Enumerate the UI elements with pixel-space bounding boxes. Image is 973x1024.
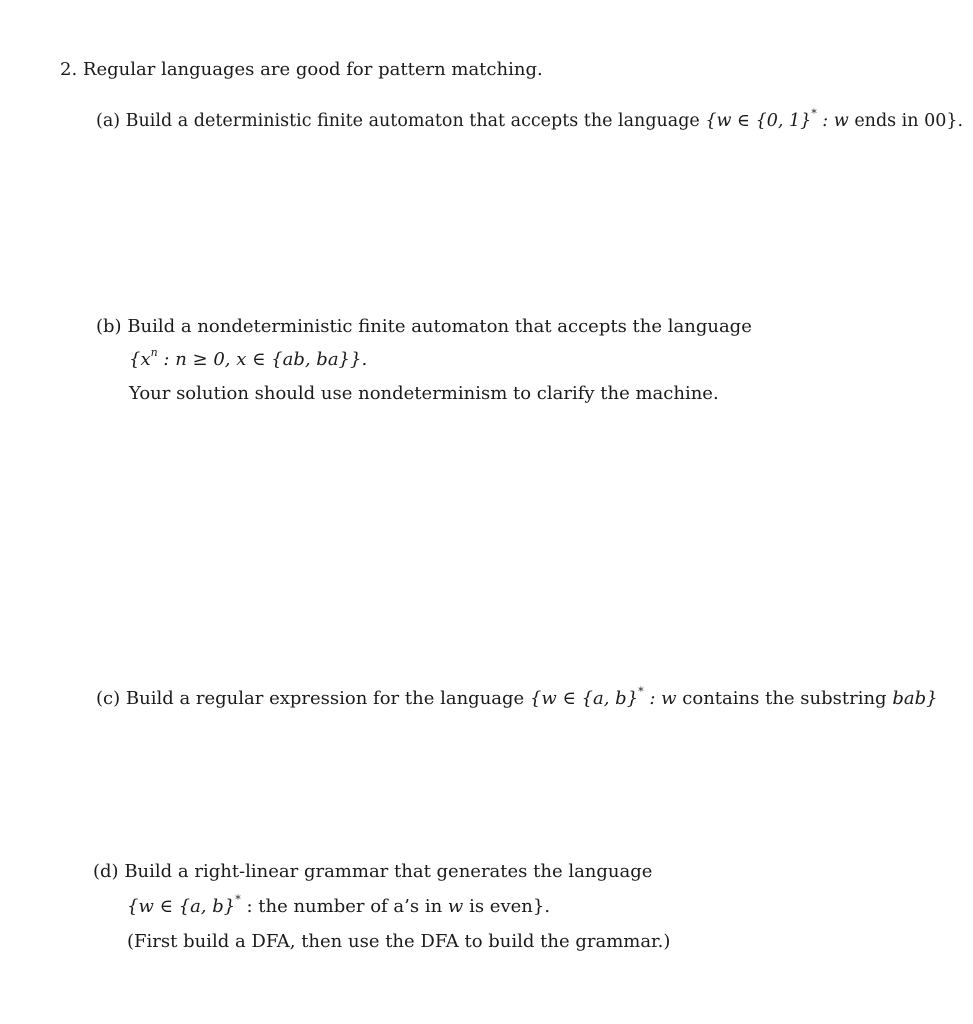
- part-d-math: [127, 895, 550, 919]
- part-d-text: Build a right-linear grammar that generates the language: [124, 861, 653, 882]
- part-d-math-open: {w ∈ {a, b}: [127, 896, 236, 917]
- part-a-label: (a): [96, 111, 121, 131]
- part-c-text: Build a regular expression for the language: [125, 688, 525, 709]
- part-b-note: Your solution should use nondeterminism to clarify the machine.: [129, 383, 719, 404]
- part-b-math-rest: : n ≥ 0, x ∈ {ab, ba}}.: [157, 349, 368, 370]
- part-c-math-mid: : w: [643, 688, 683, 709]
- part-d-label: (d): [93, 861, 119, 882]
- part-d-math-star: *: [235, 893, 241, 906]
- part-d-note: (First build a DFA, then use the DFA to build the grammar.): [127, 931, 671, 952]
- part-c: [96, 687, 938, 711]
- part-d-math-close: }.: [532, 896, 551, 917]
- part-b-math-line: {x: [129, 349, 151, 370]
- part-c-label: (c): [96, 688, 121, 709]
- part-b-math-sup: n: [150, 346, 158, 359]
- part-b-label: (b): [96, 316, 122, 337]
- part-a-math-text: ends in 00: [854, 111, 947, 131]
- part-d-math-mid: :: [240, 896, 259, 917]
- part-c-math-close: bab}: [892, 688, 938, 709]
- part-d: [93, 860, 652, 884]
- part-d-math-w: w: [447, 896, 464, 917]
- problem-heading: [60, 58, 543, 82]
- part-c-math-text: contains the substring: [682, 688, 887, 709]
- part-a-text: Build a deterministic finite automaton that accepts the language: [125, 111, 700, 131]
- part-d-math-text2: is even: [469, 896, 533, 917]
- part-a-math-open: {w ∈ {0, 1}: [705, 111, 812, 131]
- problem-number: 2.: [60, 59, 78, 80]
- part-a: [96, 109, 963, 133]
- part-a-math-close: }.: [946, 111, 964, 131]
- part-b-text: Build a nondeterministic finite automaton that accepts the language: [127, 316, 752, 337]
- problem-title: Regular languages are good for pattern matching.: [82, 59, 543, 80]
- part-d-math-text: the number of a’s in: [258, 896, 443, 917]
- part-a-math-mid: : w: [816, 111, 855, 131]
- part-a-math-star: *: [811, 107, 817, 121]
- part-c-math-open: {w ∈ {a, b}: [529, 688, 639, 709]
- part-b: [96, 315, 752, 339]
- part-b-math: [129, 348, 367, 372]
- part-c-math-star: *: [638, 685, 644, 698]
